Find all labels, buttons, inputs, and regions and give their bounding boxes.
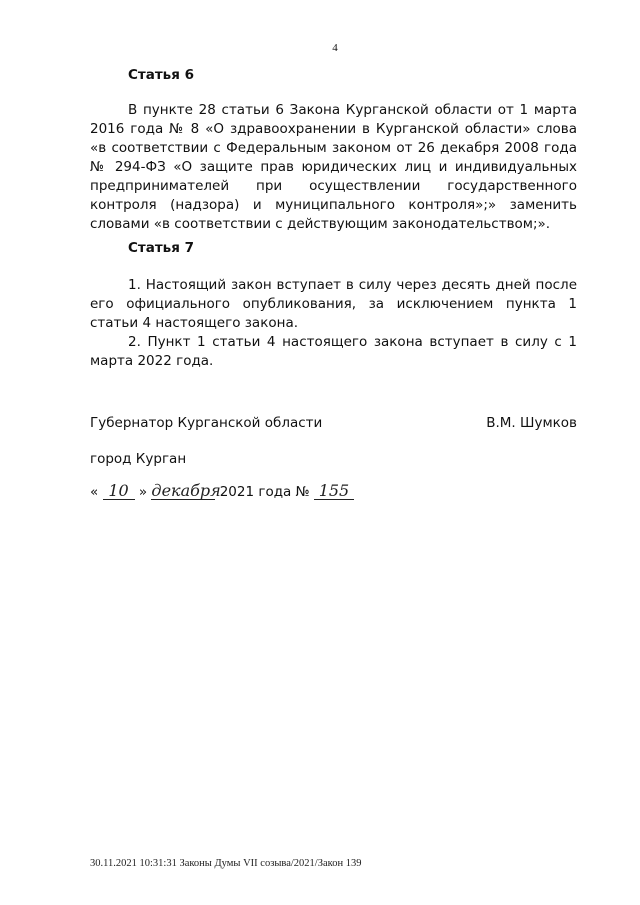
signature-line <box>90 415 577 431</box>
date-line <box>90 483 354 500</box>
close-quote: » <box>138 484 148 500</box>
footer-stamp: 30.11.2021 10:31:31 Законы Думы VII созыва/2021/Закон 139 <box>90 858 362 869</box>
open-quote: « <box>90 484 99 500</box>
article-7-paragraph-1: 1. Настоящий закон вступает в силу через десять дней после его официального опубликования, за исключением пункта 1 статьи 4 настоящего закона. <box>90 277 577 331</box>
city: город Курган <box>90 451 187 467</box>
signatory-name: В.М. Шумков <box>486 415 577 431</box>
page-number: 4 <box>332 42 338 54</box>
article-6-paragraph: В пункте 28 статьи 6 Закона Курганской области от 1 марта 2016 года № 8 «О здравоохранении в Курганской области» слова «в соответствии с Федеральным законом от 26 декабря 2008 года № 294-ФЗ «О защите прав юридических лиц и индивидуальных предпринимателей при осуществлении государственного контроля (надзора) и муниципального контроля»;» заменить словами «в соответствии с действующим законодательством;». <box>90 102 577 232</box>
article-7-paragraph-2: 2. Пункт 1 статьи 4 настоящего закона вступает в силу с 1 марта 2022 года. <box>90 334 577 369</box>
handwritten-day: 10 <box>103 483 135 500</box>
year-text: 2021 года № <box>219 484 310 500</box>
article-7-heading: Статья 7 <box>128 240 194 256</box>
handwritten-month: декабря <box>151 481 221 500</box>
article-6-heading: Статья 6 <box>128 67 194 83</box>
signatory-position: Губернатор Курганской области <box>90 415 323 431</box>
handwritten-number: 155 <box>314 483 354 500</box>
